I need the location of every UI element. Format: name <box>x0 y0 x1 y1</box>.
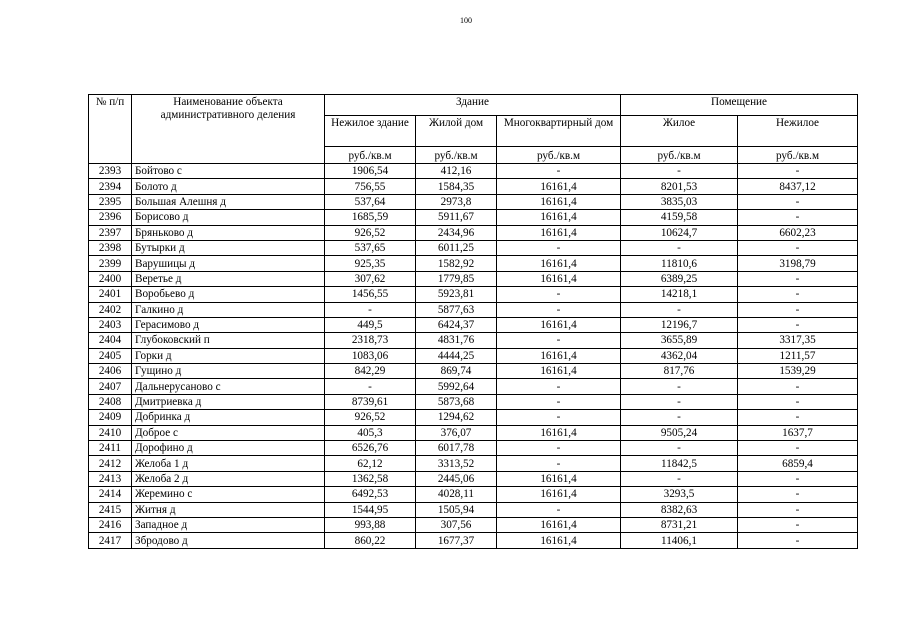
object-name-cell: Дорофино д <box>132 441 325 456</box>
residential-premises-rate-cell: 3655,89 <box>621 333 738 348</box>
nonres-building-rate-cell: 6492,53 <box>325 487 416 502</box>
apartment-building-rate-cell: 16161,4 <box>497 517 621 532</box>
object-name-cell: Бутырки д <box>132 240 325 255</box>
residential-house-rate-cell: 5911,67 <box>416 210 497 225</box>
nonresidential-premises-rate-cell: - <box>738 441 858 456</box>
residential-premises-rate-cell: 11842,5 <box>621 456 738 471</box>
table-row <box>89 225 858 240</box>
apartment-building-rate-cell: 16161,4 <box>497 225 621 240</box>
object-name-cell: Веретье д <box>132 271 325 286</box>
nonresidential-premises-rate-cell: 8437,12 <box>738 179 858 194</box>
residential-house-rate-cell: 6424,37 <box>416 317 497 332</box>
residential-premises-rate-cell: 8382,63 <box>621 502 738 517</box>
row-number-cell: 2409 <box>89 410 132 425</box>
nonresidential-premises-rate-cell: 6602,23 <box>738 225 858 240</box>
row-number-cell: 2399 <box>89 256 132 271</box>
apartment-building-rate-cell: 16161,4 <box>497 210 621 225</box>
residential-house-rate-cell: 2973,8 <box>416 194 497 209</box>
nonres-building-rate-cell: 307,62 <box>325 271 416 286</box>
residential-premises-rate-cell: - <box>621 394 738 409</box>
residential-house-rate-cell: 3313,52 <box>416 456 497 471</box>
nonresidential-premises-rate-cell: - <box>738 410 858 425</box>
residential-house-rate-cell: 376,07 <box>416 425 497 440</box>
object-name-cell: Западное д <box>132 517 325 532</box>
residential-premises-rate-cell: 8201,53 <box>621 179 738 194</box>
nonres-building-rate-cell: 842,29 <box>325 364 416 379</box>
row-number-cell: 2395 <box>89 194 132 209</box>
nonresidential-premises-rate-cell: 1539,29 <box>738 364 858 379</box>
nonresidential-premises-rate-cell: - <box>738 379 858 394</box>
object-name-cell: Збродово д <box>132 533 325 548</box>
apartment-building-rate-cell: - <box>497 441 621 456</box>
row-number-cell: 2403 <box>89 317 132 332</box>
residential-house-rate-cell: 4831,76 <box>416 333 497 348</box>
apartment-building-rate-cell: 16161,4 <box>497 487 621 502</box>
nonres-building-rate-cell: 1362,58 <box>325 471 416 486</box>
row-number-cell: 2414 <box>89 487 132 502</box>
nonres-building-rate-cell: 6526,76 <box>325 441 416 456</box>
sub-residential-house-header: Жилой дом <box>416 116 497 147</box>
row-number-cell: 2398 <box>89 240 132 255</box>
table-row <box>89 317 858 332</box>
row-number-cell: 2396 <box>89 210 132 225</box>
residential-premises-rate-cell: - <box>621 441 738 456</box>
residential-house-rate-cell: 1505,94 <box>416 502 497 517</box>
nonresidential-premises-rate-cell: - <box>738 471 858 486</box>
table-row <box>89 256 858 271</box>
table-row <box>89 210 858 225</box>
unit-label: руб./кв.м <box>621 147 738 164</box>
residential-premises-rate-cell: - <box>621 410 738 425</box>
nonres-building-rate-cell: 860,22 <box>325 533 416 548</box>
col-name-header: Наименование объекта административного деления <box>132 95 325 164</box>
object-name-cell: Бряньково д <box>132 225 325 240</box>
table-row <box>89 517 858 532</box>
apartment-building-rate-cell: 16161,4 <box>497 317 621 332</box>
object-name-cell: Бойтово с <box>132 164 325 179</box>
residential-house-rate-cell: 1294,62 <box>416 410 497 425</box>
table-body <box>89 164 858 549</box>
row-number-cell: 2394 <box>89 179 132 194</box>
nonres-building-rate-cell: 537,64 <box>325 194 416 209</box>
nonres-building-rate-cell: 1685,59 <box>325 210 416 225</box>
residential-premises-rate-cell: 12196,7 <box>621 317 738 332</box>
residential-house-rate-cell: 6017,78 <box>416 441 497 456</box>
residential-house-rate-cell: 412,16 <box>416 164 497 179</box>
apartment-building-rate-cell: - <box>497 410 621 425</box>
apartment-building-rate-cell: - <box>497 456 621 471</box>
table-row <box>89 487 858 502</box>
nonres-building-rate-cell: - <box>325 379 416 394</box>
apartment-building-rate-cell: - <box>497 287 621 302</box>
residential-house-rate-cell: 5923,81 <box>416 287 497 302</box>
row-number-cell: 2408 <box>89 394 132 409</box>
residential-premises-rate-cell: - <box>621 379 738 394</box>
residential-premises-rate-cell: 14218,1 <box>621 287 738 302</box>
object-name-cell: Жеремино с <box>132 487 325 502</box>
apartment-building-rate-cell: - <box>497 164 621 179</box>
table-row <box>89 179 858 194</box>
residential-premises-rate-cell: 11406,1 <box>621 533 738 548</box>
unit-label: руб./кв.м <box>325 147 416 164</box>
nonres-building-rate-cell: 1544,95 <box>325 502 416 517</box>
nonresidential-premises-rate-cell: 1211,57 <box>738 348 858 363</box>
nonresidential-premises-rate-cell: - <box>738 517 858 532</box>
row-number-cell: 2417 <box>89 533 132 548</box>
apartment-building-rate-cell: - <box>497 333 621 348</box>
object-name-cell: Варушицы д <box>132 256 325 271</box>
residential-premises-rate-cell: 6389,25 <box>621 271 738 286</box>
apartment-building-rate-cell: 16161,4 <box>497 425 621 440</box>
residential-house-rate-cell: 5877,63 <box>416 302 497 317</box>
nonresidential-premises-rate-cell: - <box>738 240 858 255</box>
nonres-building-rate-cell: 2318,73 <box>325 333 416 348</box>
apartment-building-rate-cell: - <box>497 394 621 409</box>
object-name-cell: Добринка д <box>132 410 325 425</box>
residential-premises-rate-cell: 10624,7 <box>621 225 738 240</box>
residential-premises-rate-cell: 9505,24 <box>621 425 738 440</box>
sub-nonresidential-header: Нежилое <box>738 116 858 147</box>
residential-house-rate-cell: 869,74 <box>416 364 497 379</box>
nonresidential-premises-rate-cell: - <box>738 287 858 302</box>
row-number-cell: 2400 <box>89 271 132 286</box>
table-row <box>89 471 858 486</box>
apartment-building-rate-cell: - <box>497 240 621 255</box>
object-name-cell: Желоба 1 д <box>132 456 325 471</box>
object-name-cell: Болото д <box>132 179 325 194</box>
row-number-cell: 2402 <box>89 302 132 317</box>
nonresidential-premises-rate-cell: - <box>738 394 858 409</box>
row-number-cell: 2412 <box>89 456 132 471</box>
table-row <box>89 379 858 394</box>
table-row <box>89 164 858 179</box>
residential-house-rate-cell: 2445,06 <box>416 471 497 486</box>
row-number-cell: 2416 <box>89 517 132 532</box>
residential-house-rate-cell: 1584,35 <box>416 179 497 194</box>
sub-apartment-building-header: Многоквартирный дом <box>497 116 621 147</box>
nonresidential-premises-rate-cell: - <box>738 533 858 548</box>
col-number-header: № п/п <box>89 95 132 164</box>
unit-label: руб./кв.м <box>497 147 621 164</box>
apartment-building-rate-cell: - <box>497 302 621 317</box>
row-number-cell: 2404 <box>89 333 132 348</box>
nonres-building-rate-cell: - <box>325 302 416 317</box>
residential-premises-rate-cell: - <box>621 302 738 317</box>
table-row <box>89 425 858 440</box>
nonresidential-premises-rate-cell: - <box>738 317 858 332</box>
apartment-building-rate-cell: 16161,4 <box>497 471 621 486</box>
nonres-building-rate-cell: 449,5 <box>325 317 416 332</box>
row-number-cell: 2410 <box>89 425 132 440</box>
residential-house-rate-cell: 1779,85 <box>416 271 497 286</box>
apartment-building-rate-cell: 16161,4 <box>497 179 621 194</box>
residential-house-rate-cell: 5992,64 <box>416 379 497 394</box>
residential-house-rate-cell: 307,56 <box>416 517 497 532</box>
row-number-cell: 2401 <box>89 287 132 302</box>
nonres-building-rate-cell: 925,35 <box>325 256 416 271</box>
nonres-building-rate-cell: 62,12 <box>325 456 416 471</box>
table-header <box>89 95 858 164</box>
table-row <box>89 364 858 379</box>
nonres-building-rate-cell: 1083,06 <box>325 348 416 363</box>
residential-premises-rate-cell: 4159,58 <box>621 210 738 225</box>
object-name-cell: Дмитриевка д <box>132 394 325 409</box>
table-row <box>89 240 858 255</box>
nonres-building-rate-cell: 537,65 <box>325 240 416 255</box>
row-number-cell: 2405 <box>89 348 132 363</box>
residential-premises-rate-cell: - <box>621 164 738 179</box>
nonres-building-rate-cell: 993,88 <box>325 517 416 532</box>
table-row <box>89 348 858 363</box>
table-row <box>89 302 858 317</box>
unit-label: руб./кв.м <box>416 147 497 164</box>
nonresidential-premises-rate-cell: 3198,79 <box>738 256 858 271</box>
nonres-building-rate-cell: 8739,61 <box>325 394 416 409</box>
table-row <box>89 333 858 348</box>
nonresidential-premises-rate-cell: - <box>738 194 858 209</box>
nonresidential-premises-rate-cell: - <box>738 271 858 286</box>
object-name-cell: Дальнерусаново с <box>132 379 325 394</box>
nonres-building-rate-cell: 926,52 <box>325 410 416 425</box>
apartment-building-rate-cell: 16161,4 <box>497 364 621 379</box>
nonresidential-premises-rate-cell: 3317,35 <box>738 333 858 348</box>
object-name-cell: Гущино д <box>132 364 325 379</box>
group-building-header: Здание <box>325 95 621 116</box>
nonres-building-rate-cell: 926,52 <box>325 225 416 240</box>
object-name-cell: Герасимово д <box>132 317 325 332</box>
row-number-cell: 2407 <box>89 379 132 394</box>
residential-premises-rate-cell: 11810,6 <box>621 256 738 271</box>
row-number-cell: 2415 <box>89 502 132 517</box>
page-number: 100 <box>460 16 472 25</box>
object-name-cell: Большая Алешня д <box>132 194 325 209</box>
table-row <box>89 287 858 302</box>
residential-house-rate-cell: 6011,25 <box>416 240 497 255</box>
nonresidential-premises-rate-cell: 1637,7 <box>738 425 858 440</box>
group-premises-header: Помещение <box>621 95 858 116</box>
object-name-cell: Доброе с <box>132 425 325 440</box>
apartment-building-rate-cell: 16161,4 <box>497 348 621 363</box>
table-row <box>89 456 858 471</box>
object-name-cell: Галкино д <box>132 302 325 317</box>
sub-residential-header: Жилое <box>621 116 738 147</box>
apartment-building-rate-cell: - <box>497 502 621 517</box>
nonresidential-premises-rate-cell: 6859,4 <box>738 456 858 471</box>
row-number-cell: 2406 <box>89 364 132 379</box>
rates-table <box>88 94 858 549</box>
residential-premises-rate-cell: - <box>621 471 738 486</box>
apartment-building-rate-cell: 16161,4 <box>497 533 621 548</box>
nonresidential-premises-rate-cell: - <box>738 302 858 317</box>
object-name-cell: Желоба 2 д <box>132 471 325 486</box>
row-number-cell: 2411 <box>89 441 132 456</box>
object-name-cell: Горки д <box>132 348 325 363</box>
object-name-cell: Воробьево д <box>132 287 325 302</box>
apartment-building-rate-cell: 16161,4 <box>497 194 621 209</box>
table-row <box>89 533 858 548</box>
nonres-building-rate-cell: 1906,54 <box>325 164 416 179</box>
residential-house-rate-cell: 5873,68 <box>416 394 497 409</box>
apartment-building-rate-cell: 16161,4 <box>497 271 621 286</box>
unit-label: руб./кв.м <box>738 147 858 164</box>
residential-house-rate-cell: 4444,25 <box>416 348 497 363</box>
table-row <box>89 441 858 456</box>
apartment-building-rate-cell: - <box>497 379 621 394</box>
apartment-building-rate-cell: 16161,4 <box>497 256 621 271</box>
residential-premises-rate-cell: 8731,21 <box>621 517 738 532</box>
table-row <box>89 502 858 517</box>
residential-premises-rate-cell: 817,76 <box>621 364 738 379</box>
row-number-cell: 2397 <box>89 225 132 240</box>
nonresidential-premises-rate-cell: - <box>738 502 858 517</box>
nonres-building-rate-cell: 405,3 <box>325 425 416 440</box>
nonresidential-premises-rate-cell: - <box>738 164 858 179</box>
object-name-cell: Глубоковский п <box>132 333 325 348</box>
residential-house-rate-cell: 1677,37 <box>416 533 497 548</box>
residential-premises-rate-cell: - <box>621 240 738 255</box>
residential-house-rate-cell: 2434,96 <box>416 225 497 240</box>
table-row <box>89 394 858 409</box>
residential-house-rate-cell: 4028,11 <box>416 487 497 502</box>
table-row <box>89 194 858 209</box>
row-number-cell: 2413 <box>89 471 132 486</box>
table-row <box>89 271 858 286</box>
nonres-building-rate-cell: 1456,55 <box>325 287 416 302</box>
object-name-cell: Житня д <box>132 502 325 517</box>
nonresidential-premises-rate-cell: - <box>738 487 858 502</box>
sub-nonres-building-header: Нежилое здание <box>325 116 416 147</box>
residential-premises-rate-cell: 3835,03 <box>621 194 738 209</box>
table-row <box>89 410 858 425</box>
residential-premises-rate-cell: 4362,04 <box>621 348 738 363</box>
object-name-cell: Борисово д <box>132 210 325 225</box>
nonres-building-rate-cell: 756,55 <box>325 179 416 194</box>
residential-house-rate-cell: 1582,92 <box>416 256 497 271</box>
nonresidential-premises-rate-cell: - <box>738 210 858 225</box>
row-number-cell: 2393 <box>89 164 132 179</box>
residential-premises-rate-cell: 3293,5 <box>621 487 738 502</box>
